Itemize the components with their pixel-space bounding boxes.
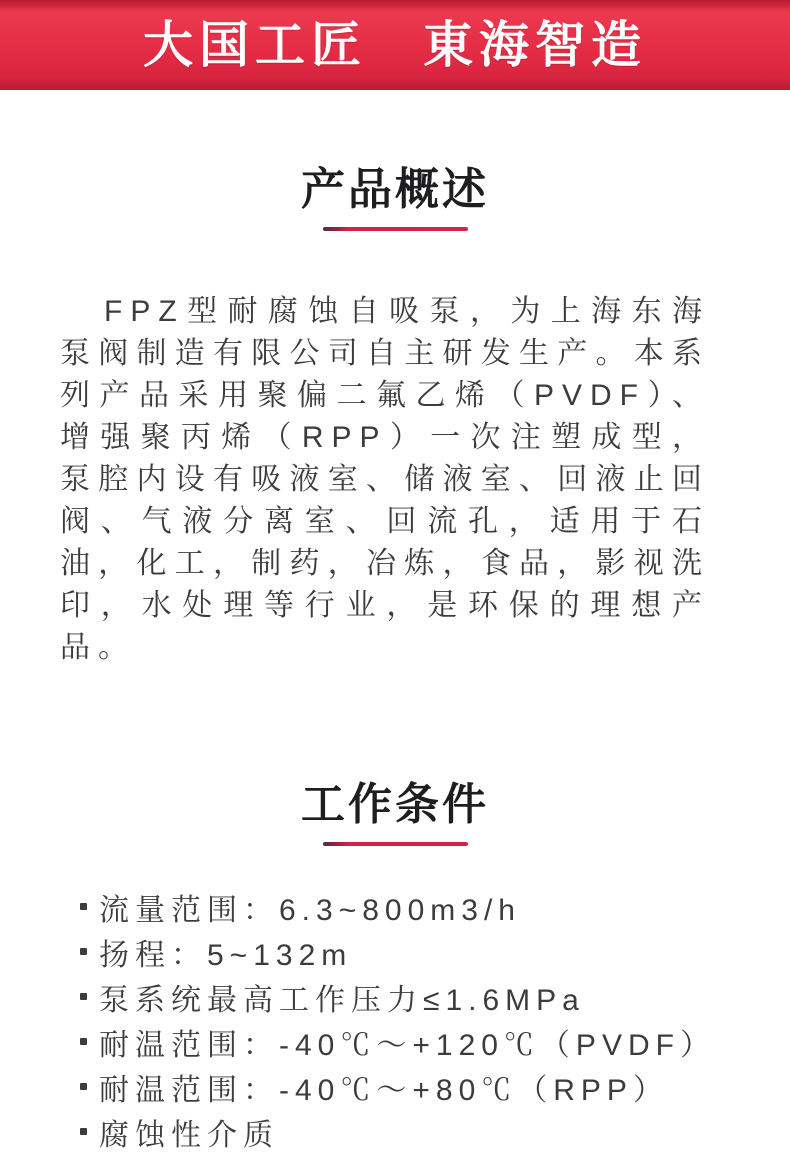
list-item-head-range <box>80 929 790 974</box>
condition-text: 流量范围：6.3~800m3/h <box>99 893 521 927</box>
overview-title-underline <box>323 227 468 231</box>
list-item-temp-range-pvdf <box>80 1019 790 1064</box>
list-item-temp-range-rpp <box>80 1064 790 1109</box>
section-working-conditions <box>0 669 790 1154</box>
condition-text: 耐温范围：-40℃～+120℃（PVDF） <box>99 1028 716 1062</box>
bullet-dot <box>80 948 87 955</box>
section-product-overview <box>0 90 790 669</box>
bullet-dot <box>80 1038 87 1045</box>
bullet-dot <box>80 993 87 1000</box>
list-item-max-pressure <box>80 974 790 1019</box>
conditions-list <box>0 884 790 1154</box>
list-item-corrosive-media <box>80 1109 790 1154</box>
condition-text: 扬程：5~132m <box>99 938 353 972</box>
overview-paragraph: FPZ型耐腐蚀自吸泵，为上海东海泵阀制造有限公司自主研发生产。本系列产品采用聚偏二氟乙烯（PVDF）、增强聚丙烯（RPP）一次注塑成型，泵腔内设有吸液室、储液室、回液止回阀、气液分离室、回流孔，适用于石油，化工，制药，冶炼，食品，影视洗印，水处理等行业，是环保的理想产品。 <box>60 295 710 664</box>
condition-text: 腐蚀性介质 <box>99 1118 279 1152</box>
bullet-dot <box>80 1083 87 1090</box>
bullet-dot <box>80 1128 87 1135</box>
banner-title: 大国工匠 東海智造 <box>143 17 647 73</box>
condition-text: 耐温范围：-40℃～+80℃（RPP） <box>99 1073 669 1107</box>
conditions-title-underline <box>323 842 468 846</box>
list-item-flow-range <box>80 884 790 929</box>
bullet-dot <box>80 903 87 910</box>
condition-text: 泵系统最高工作压力≤1.6MPa <box>99 983 585 1017</box>
overview-title: 产品概述 <box>301 165 489 214</box>
header-banner <box>0 0 790 90</box>
conditions-title: 工作条件 <box>301 780 489 829</box>
